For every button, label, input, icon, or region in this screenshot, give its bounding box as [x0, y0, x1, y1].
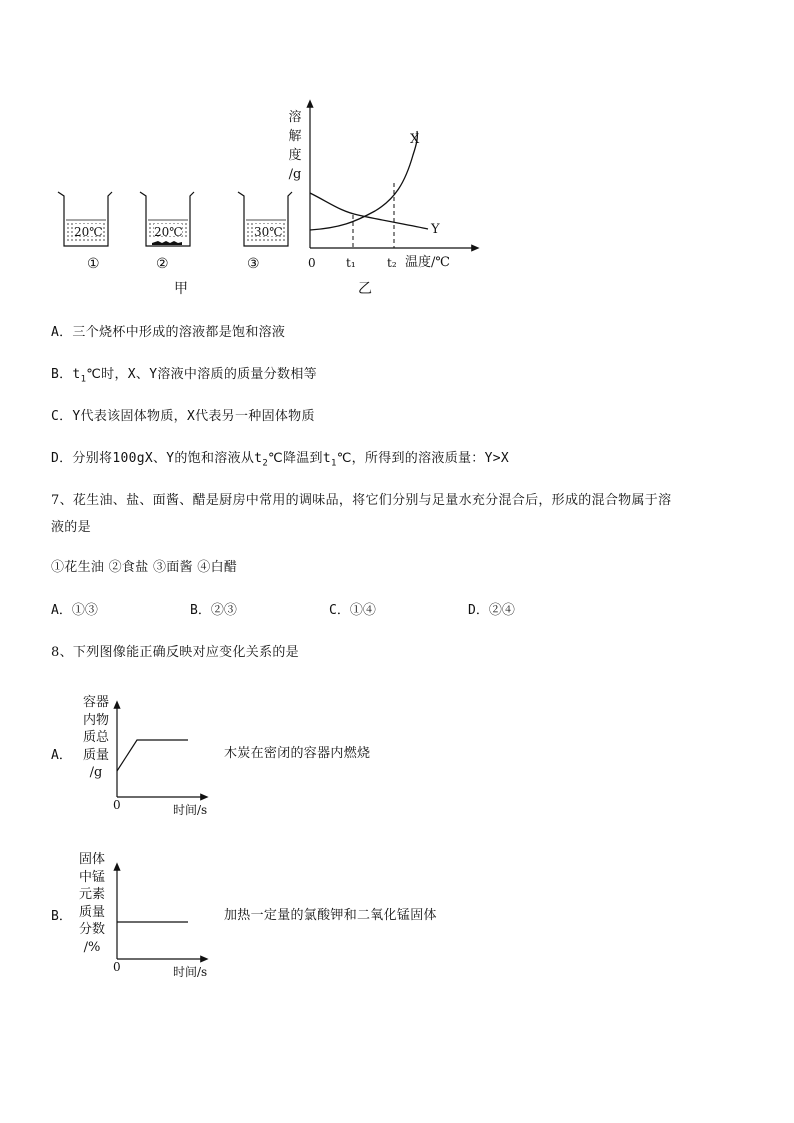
q6-option-c: C．Y代表该固体物质，X代表另一种固体物质	[51, 409, 315, 424]
q6-d-text-rest: ℃，所得到的溶液质量：Y>X	[336, 451, 509, 466]
q6-b-sub: 1	[80, 374, 87, 385]
graph-b-y-label	[76, 851, 108, 956]
q7-option-b: B．②③	[190, 603, 237, 618]
graph-b-plot	[110, 862, 210, 966]
y-label-line: 元素	[78, 887, 105, 902]
graph-b-description: 加热一定量的氯酸钾和二氧化锰固体	[224, 908, 437, 923]
beaker-3-number: ③	[247, 256, 260, 272]
t2-label: t₂	[387, 256, 397, 270]
caption-yi: 乙	[358, 281, 372, 297]
q6-b-text: B．t	[51, 367, 81, 382]
y-label-line: /g	[288, 167, 302, 182]
graph-a-description: 木炭在密闭的容器内燃烧	[224, 746, 371, 761]
y-label-line: 容器	[82, 695, 109, 710]
temperature-axis-label: 温度/℃	[405, 255, 450, 270]
q7-option-a: A．①③	[51, 603, 98, 618]
curve-x-label: X	[410, 132, 420, 147]
y-label-line: 溶	[288, 110, 302, 125]
y-label-line: 内物	[82, 712, 109, 728]
q7-option-d: D．②④	[468, 603, 515, 618]
q8-stem: 8、下列图像能正确反映对应变化关系的是	[51, 645, 299, 660]
q6-d-sub2: 1	[330, 458, 337, 469]
y-label-line: 解	[288, 129, 302, 144]
q8-option-a-label: A．	[51, 748, 72, 763]
beaker-3-temp: 30℃	[254, 225, 283, 239]
solubility-y-label	[288, 108, 302, 184]
graph-b-origin: 0	[113, 960, 121, 974]
q7-stem-line1: 7、花生油、盐、面酱、醋是厨房中常用的调味品，将它们分别与足量水充分混合后，形成的混合物属于溶	[51, 493, 672, 508]
y-label-line: 质总	[82, 730, 109, 745]
beakers-diagram	[50, 186, 300, 256]
q6-option-b	[51, 367, 317, 388]
q6-d-sub1: 2	[262, 458, 269, 469]
y-label-line: 中锰	[78, 869, 105, 885]
q8-option-b-label: B．	[51, 909, 72, 924]
curve-y-label: Y	[431, 222, 440, 237]
graph-a-y-label	[80, 694, 112, 782]
q7-stem-line2: 液的是	[51, 520, 91, 535]
y-label-line: 度	[288, 148, 302, 163]
graph-a-origin: 0	[113, 798, 121, 812]
beaker-1-number: ①	[87, 256, 100, 272]
q6-option-d	[51, 451, 509, 472]
solid-precipitate	[152, 241, 182, 245]
origin-label: 0	[308, 256, 316, 270]
y-label-line: 分数	[78, 922, 105, 937]
beaker-2-number: ②	[156, 256, 169, 272]
caption-jia: 甲	[174, 281, 188, 297]
q6-option-a: A．三个烧杯中形成的溶液都是饱和溶液	[51, 325, 286, 340]
beaker-2-temp: 20℃	[154, 225, 183, 239]
graph-b-x-label: 时间/s	[173, 965, 208, 979]
graph-a-line	[117, 740, 188, 771]
q6-d-text-mid: ℃降温到t	[268, 451, 331, 466]
y-label-line: /g	[89, 765, 103, 780]
beaker-1-temp: 20℃	[74, 225, 103, 239]
q7-items: ①花生油 ②食盐 ③面酱 ④白醋	[51, 560, 238, 575]
q6-d-text: D．分别将100gX、Y的饱和溶液从t	[51, 451, 263, 466]
graph-a-x-label: 时间/s	[173, 803, 208, 817]
y-label-line: 固体	[78, 852, 105, 867]
y-label-line: 质量	[82, 747, 109, 763]
curve-x-line	[310, 131, 420, 230]
curve-y-line	[310, 193, 428, 229]
q6-b-text-rest: ℃时，X、Y溶液中溶质的质量分数相等	[86, 367, 317, 382]
q7-option-c: C．①④	[329, 603, 376, 618]
t1-label: t₁	[346, 256, 356, 270]
graph-a-plot	[110, 700, 210, 804]
y-label-line: /%	[83, 939, 101, 955]
solubility-graph	[300, 95, 485, 260]
y-label-line: 质量	[78, 904, 105, 920]
